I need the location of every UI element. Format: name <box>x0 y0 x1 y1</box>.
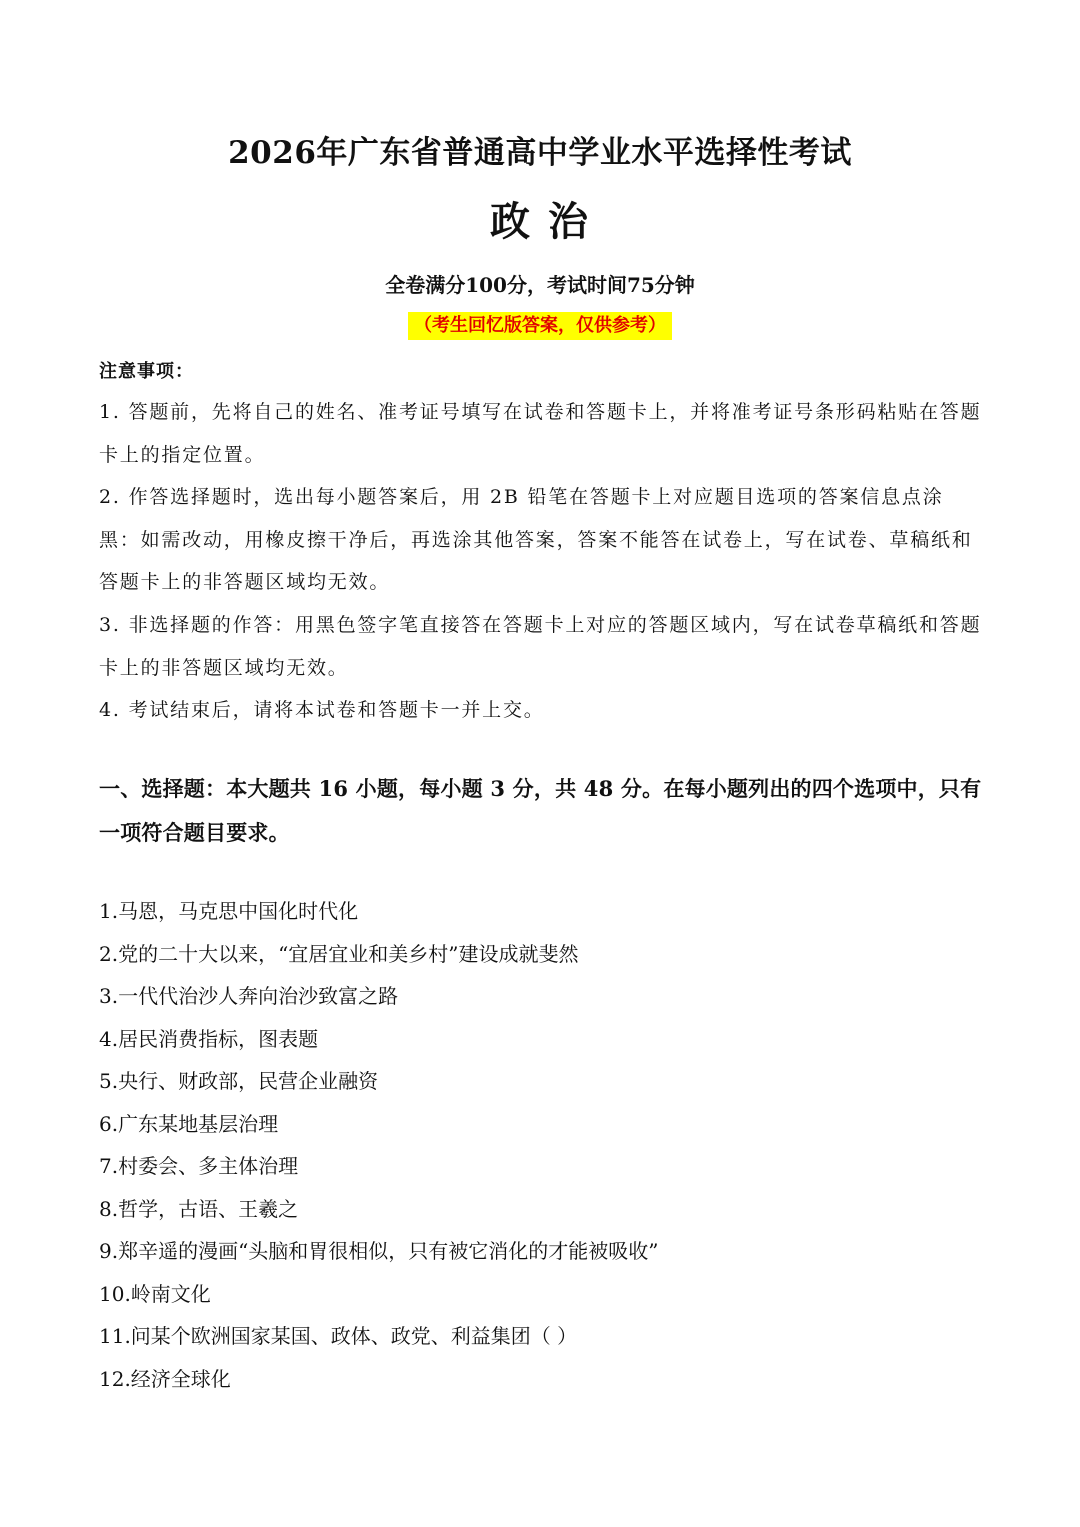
question-item: 6.广东某地基层治理 <box>99 1111 279 1136</box>
subject-title: 政 治 <box>490 198 590 245</box>
exam-title: 2026年广东省普通高中学业水平选择性考试 <box>228 135 852 171</box>
question-item: 10.岭南文化 <box>99 1281 211 1306</box>
question-item: 1.马恩，马克思中国化时代化 <box>99 899 359 923</box>
question-list <box>99 890 983 1400</box>
question-item: 3.一代代治沙人奔向治沙致富之路 <box>99 984 399 1008</box>
notice-item: 3. 非选择题的作答：用黑色签字笔直接答在答题卡上对应的答题区域内，写在试卷草稿纸和答题卡上的非答题区域均无效。 <box>99 613 982 679</box>
notice-item: 1. 答题前，先将自己的姓名、准考证号填写在试卷和答题卡上，并将准考证号条形码粘贴在答题卡上的指定位置。 <box>99 401 982 466</box>
question-item: 4.居民消费指标，图表题 <box>99 1026 319 1051</box>
question-item: 8.哲学，古语、王羲之 <box>99 1196 299 1221</box>
notice-item: 2. 作答选择题时，选出每小题答案后，用 2B 铅笔在答题卡上对应题目选项的答案信息点涂黑：如需改动，用橡皮擦干净后，再选涂其他答案，答案不能答在试卷上，写在试卷、草稿纸和答题卡上的非答题区域均无效。 <box>99 486 973 594</box>
question-item: 5.央行、财政部，民营企业融资 <box>99 1069 379 1093</box>
recall-version-note: （考生回忆版答案，仅供参考） <box>408 312 672 340</box>
score-and-time-line: 全卷满分100分，考试时间75分钟 <box>385 273 695 297</box>
notice-heading: 注意事项： <box>99 361 194 382</box>
notice-item: 4. 考试结束后，请将本试卷和答题卡一并上交。 <box>99 699 545 722</box>
recall-note-wrapper <box>0 311 1080 341</box>
question-item: 11.问某个欧洲国家某国、政体、政党、利益集团（ ） <box>99 1324 578 1348</box>
question-item: 9.郑辛遥的漫画“头脑和胃很相似，只有被它消化的才能被吸收” <box>99 1239 659 1263</box>
notice-list <box>99 391 983 732</box>
question-item: 2.党的二十大以来，“宜居宜业和美乡村”建设成就斐然 <box>99 941 579 966</box>
question-item: 7.村委会、多主体治理 <box>99 1154 299 1178</box>
question-item: 12.经济全球化 <box>99 1366 231 1391</box>
section-heading-multiple-choice: 一、选择题：本大题共 16 小题，每小题 3 分，共 48 分。在每小题列出的四个选项中，只有一项符合题目要求。 <box>99 776 982 845</box>
